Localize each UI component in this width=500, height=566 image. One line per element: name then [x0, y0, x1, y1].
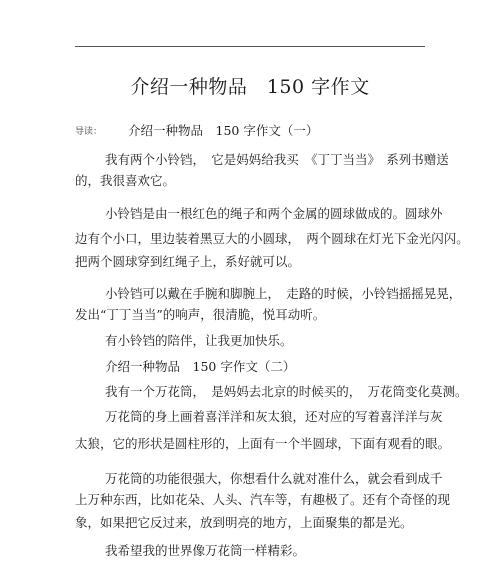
- document-title: 介绍一种物品 150 字作文: [130, 76, 370, 98]
- paragraph-line: 小铃铛可以戴在手腕和脚腕上， 走路的时候，小铃铛摇摇晃晃，: [105, 286, 462, 301]
- paragraph-line: 有小铃铛的陪伴，让我更加快乐。: [105, 333, 293, 348]
- paragraph-line: 小铃铛是由一根红色的绳子和两个金属的圆球做成的。圆球外: [105, 206, 443, 221]
- guide-label: 导读：: [75, 127, 103, 137]
- paragraph-line: 把两个圆球穿到红绳子上，系好就可以。: [75, 254, 301, 269]
- paragraph-line: 上万种东西，比如花朵、人头、汽车等，有趣极了。还有个奇怪的现: [75, 492, 451, 507]
- paragraph-line: 的，我很喜欢它。: [75, 173, 176, 188]
- paragraph-line: 我有一个万花筒， 是妈妈去北京的时候买的， 万花筒变化莫测。: [105, 384, 468, 399]
- guide-text: 介绍一种物品 150 字作文（一）: [128, 123, 319, 138]
- paragraph-line: 太狼，它的形状是圆柱形的，上面有一个半圆球，下面有观看的眼。: [75, 436, 451, 451]
- paragraph-line: 我有两个小铃铛， 它是妈妈给我买 《丁丁当当》 系列书赠送: [105, 152, 449, 167]
- paragraph-line: 边有个小口，里边装着黑豆大的小圆球， 两个圆球在灯光下金光闪闪。: [75, 231, 469, 246]
- header-rule: [75, 46, 425, 47]
- paragraph-line: 发出“丁丁当当”的响声，很清脆，悦耳动听。: [75, 307, 326, 322]
- paragraph-line: 万花筒的功能很强大，你想看什么就对准什么，就会看到成千: [105, 471, 443, 486]
- paragraph-line: 我希望我的世界像万花筒一样精彩。: [105, 543, 306, 558]
- paragraph-line: 象，如果把它反过来，放到明亮的地方，上面聚集的都是光。: [75, 515, 413, 530]
- section-heading: 介绍一种物品 150 字作文（二）: [105, 359, 296, 374]
- paragraph-line: 万花筒的身上画着喜洋洋和灰太狼，还对应的写着喜洋洋与灰: [105, 409, 443, 424]
